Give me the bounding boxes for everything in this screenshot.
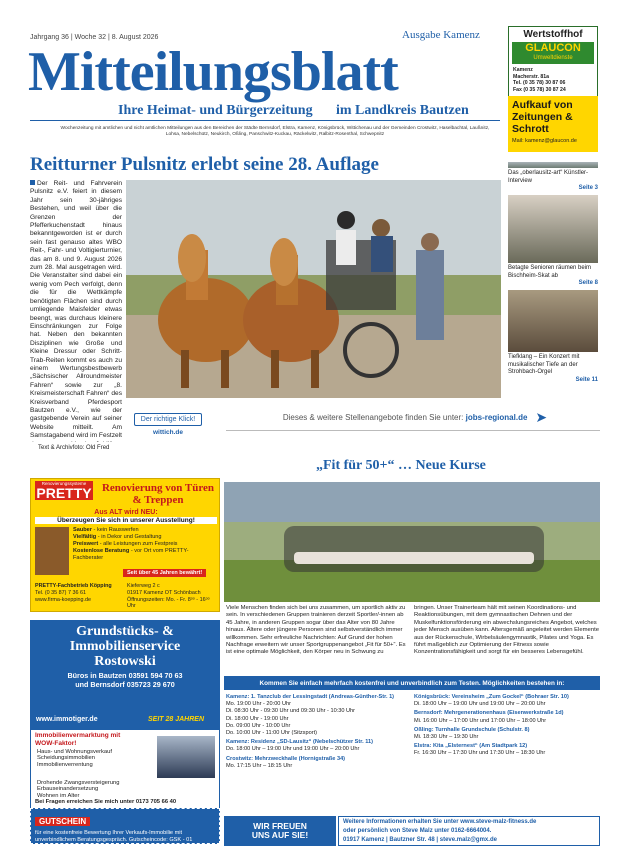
- grund-services: Haus- und Wohnungsverkauf Scheidungsimmobilien Immobilienverrentung: [37, 749, 112, 768]
- glaucon-sub: Umweltdienste: [533, 55, 573, 61]
- richtige-klick-button[interactable]: Der richtige Klick!: [134, 413, 202, 426]
- pretty-bullet: Sauber - kein Rauswerfen: [73, 527, 139, 533]
- wertstoffhof-offer-box: [508, 96, 598, 152]
- horse-carriage-illustration: [126, 180, 501, 398]
- grund-service-title: Immobilienvermarktung mit WOW-Faktor!: [35, 732, 121, 747]
- masthead-description: Wochenzeitung mit amtlichen und nicht amtlichen Mitteilungen aus den Bereichen der Städte Bernsdorf, Elstra, Kamenz, Königsbrück, Wittichenau und der Gemeinden Crostwitz, Haselbachtal, Laußnitz, Lohsa, Nebelschütz, Neukirch, Oßling, Panschwitz-Kuckau, Räckelwitz, Ralbitz-Rosenthal, Schwepnitz: [60, 126, 490, 137]
- grund-coupon[interactable]: [30, 808, 220, 844]
- fit-bar: Kommen Sie einfach mehrfach kostenfrei und unverbindlich zum Testen. Möglichkeiten bestehen in:: [224, 676, 600, 690]
- fit-group-photo: [224, 482, 600, 602]
- grund-offices: Büros in Bautzen 03591 594 70 63 und Bernsdorf 035723 29 670: [67, 671, 183, 689]
- wertstoffhof-address: Kamenz Macherstr. 81a Tel. (0 35 78) 30 87 06 Fax (0 35 78) 30 87 24: [513, 67, 566, 93]
- sidebar: [508, 162, 598, 424]
- pretty-sub1: Aus ALT wird NEU:: [94, 509, 158, 516]
- fit-left-locs: Kamenz: 1. Tanzclub der Lessingstadt (Andreas-Günther-Str. 1) Mo. 19:00 Uhr - 20:00 Uhr Di. 08:30 Uhr - 09:30 Uhr und 09:30 Uhr - 10:30 Uhr Di. 18:00 Uhr - 19:00 Uhr Do. 09:00 Uhr - 10:00 Uhr Do. 10:00 Uhr - 11:00 Uhr (Sitzsport) Kamenz: Residenz „SD-Lausitz“ (Nebelschützer Str. 11) Do. 18:00 Uhr – 19:00 Uhr und 19:00 Uhr – 20:00 Uhr Crostwitz: Mehrzweckhalle (Hornigstraße 34) Mo. 17:15 Uhr – 18:15 Uhr: [226, 694, 395, 769]
- sidebar-photo-3: [508, 290, 598, 352]
- lead-body: Der Reit- und Fahrverein Pulsnitz e.V. feiert in diesem Jahr sein 30-jähriges Bestehen, und weil über die Grenzen der Pfefferkuchenstadt hinaus bekanntgeworden ist er durch sein fast genauso altes WBO Reit-, Fahr- und Voltigierturnier, das am 8. und 9. August 2026 zum 28. Mal ausgetragen wird. Die Veranstalter sind dabei ein wenig vom Pech verfolgt, denn die für die Wettkämpfe benötigten Flächen sind durch umliegende Maisfelder etwas beengt, was durchaus kleinere Einschränkungen zur Folge hat. Neben den bekannten Disziplinen wie Große und Kleine Dressur oder Schritt-Trab-Reiten kommt es auch zu einem Wertungsbestbewerb „Sächsischer Allroundmeister Fahren“ sowie zur „8. Kreismeisterschaft Fahren“ des Kreisverband Pferdesport Bautzen e.V., wie der gastgebende Verein auf seiner Website mitteilt. Am Samstagabend wird im Festzelt: [30, 180, 122, 440]
- coupon-title: GUTSCHEIN: [35, 817, 90, 826]
- jobs-banner[interactable]: [230, 406, 600, 428]
- wittich-link[interactable]: wittich.de: [153, 429, 183, 436]
- grund-questions: Bei Fragen erreichen Sie mich unter 0173 705 66 40: [35, 799, 177, 806]
- lead-photo: [126, 180, 501, 398]
- masthead-rule: [30, 120, 500, 121]
- fit-right-locs: Königsbrück: Vereinsheim „Zum Gockel“ (Bohraer Str. 10) Di. 18:00 Uhr – 19:00 Uhr und 19:00 Uhr – 20:00 Uhr Bernsdorf: Mehrgenerationenhaus (Eisenwerkstraße 1d) Mi. 16:00 Uhr – 17:00 Uhr und 17:00 Uhr – 18:00 Uhr Oßling: Turnhalle Grundschule (Schulstr. 8) Mi. 18:30 Uhr – 19:30 Uhr Elstra: Kita „Elsternest“ (Am Stadtpark 12) Fr. 16:30 Uhr – 17:30 Uhr und 17:30 Uhr – 18:30 Uhr: [414, 694, 569, 757]
- lead-credit: Text & Archivfoto: Old Fred: [38, 445, 110, 451]
- masthead-title: Mitteilungsblatt: [28, 41, 398, 103]
- sidebar-caption-3: Tiefklang – Ein Konzert mit musikalischer Tiefe an der Strohbach-Orgel: [508, 354, 580, 375]
- sidebar-photo-2: [508, 195, 598, 263]
- grund-web[interactable]: www.immotiger.de: [36, 716, 98, 723]
- masthead-subtitle-left: Ihre Heimat- und Bürgerzeitung: [118, 103, 313, 118]
- sidebar-page-2[interactable]: Seite 8: [578, 280, 598, 286]
- pretty-address: Kieferweg 2 c 01917 Kamenz OT Schönbach Öffnungszeiten: Mo. - Fr. 8ᵒᵒ - 16ᵒᵒ Uhr: [127, 583, 210, 610]
- jobs-rule: [226, 430, 600, 431]
- lead-headline: Reitturner Pulsnitz erlebt seine 28. Auflage: [30, 154, 379, 175]
- grund-services-box: [30, 730, 220, 780]
- group-photo-illustration: [224, 482, 600, 602]
- jobs-banner-link[interactable]: jobs-regional.de: [465, 412, 528, 422]
- pretty-ad[interactable]: [30, 478, 220, 612]
- pretty-headline: Renovierung von Türen & Treppen: [101, 482, 215, 506]
- pretty-door-image: [35, 527, 69, 575]
- pretty-logo: Renovierungssysteme PRETTY: [36, 481, 92, 501]
- sidebar-caption-1: Das „oberlausitz-art“ Künstler-Interview: [508, 170, 589, 184]
- fit-footer-left: WIR FREUEN UNS AUF SIE!: [224, 816, 336, 846]
- pretty-company: PRETTY-Fachbetrieb Köpping Tel. (0 35 87) 7 36 61 www.firma-koepping.de: [35, 583, 112, 603]
- wertstoffhof-offer: Aufkauf von Zeitungen & Schrott: [512, 99, 573, 135]
- grund-ad[interactable]: [30, 620, 220, 730]
- pretty-bullet: Kostenlose Beratung - vor Ort vom PRETTY-Fachberater: [73, 548, 189, 561]
- issue-meta: Jahrgang 36 | Woche 32 | 8. August 2026: [30, 34, 159, 41]
- fit-col2: bringen. Unser Trainerteam hält mit seinen Koordinations- und Reaktionsübungen, mit dem gymnastischen Dehnen und der Muskelfunktionsförderung ein abwechslungsreiches Angebot, welches jeder Mensch ausüben kann. Altersgemäß angeleitet werden Elemente aus der Rückenschule, Wirbelsäulengymnastik, Pilates und Yoga. Es führt maßgeblich zur Optimierung der Fitness sowie Konzentrationsfähigkeit und sorgt für ein besseres Lebensgefühl.: [414, 605, 600, 656]
- cursor-icon: ➤: [535, 408, 548, 425]
- grund-agents-photo: [157, 736, 215, 778]
- pretty-sub2: Überzeugen Sie sich in unserer Ausstellung!: [35, 517, 217, 524]
- lead-square-icon: [30, 180, 35, 185]
- pretty-badge: Seit über 45 Jahren bewährt!: [123, 569, 206, 577]
- glaucon-logo: GLAUCON: [525, 42, 581, 54]
- pretty-bullet: Vielfältig - in Dekor und Gestaltung: [73, 534, 162, 540]
- edition: Ausgabe Kamenz: [402, 29, 480, 41]
- pretty-bullet: Preiswert - alle Leistungen zum Festpreis: [73, 541, 178, 547]
- richtige-klick-box[interactable]: [128, 408, 208, 436]
- sidebar-photo-1-strip: [508, 162, 598, 168]
- fit-col1: Viele Menschen finden sich bei uns zusammen, um sportlich aktiv zu sein. In verschiedenen Gruppen trainieren derzeit Sportler/-innen ab 45 Jahre, in anderen Gruppen sogar über das Alter von 80 Jahre hinaus. Ältere oder jüngere Personen sind selbstverständlich immer willkommen. Sehr erfreuliche Nachrichten: Auf Grund der hohen Nachfrage erweitern wir unser Sportgruppenangebot „Fit für 50+“. Es ist eine optimale Möglichkeit, den Körper neu in Schwung zu: [226, 605, 406, 656]
- fit-footer-info: Weitere Informationen erhalten Sie unter www.steve-malz-fitness.de oder persönlich von Steve Malz unter 0162-6664004. 01917 Kamenz | Bautzner Str. 48 | steve.malz@gmx.de: [338, 816, 600, 846]
- grund-title: Grundstücks- & Immobilienservice Rostowski: [69, 624, 181, 669]
- masthead-subtitle-right: im Landkreis Bautzen: [336, 103, 469, 118]
- jobs-banner-text: Dieses & weitere Stellenangebote finden Sie unter:: [282, 412, 464, 422]
- grund-since: SEIT 28 JAHREN: [148, 716, 205, 723]
- wertstoffhof-mail: Mail: kamenz@glaucon.de: [512, 138, 577, 144]
- sidebar-page-1[interactable]: Seite 3: [578, 185, 598, 191]
- sidebar-page-3[interactable]: Seite 11: [575, 376, 598, 383]
- coupon-text: für eine kostenfreie Bewertung Ihrer Verkaufs-Immobilie mit unverbindlichem Beratungsgespräch. Gutscheincode: GSK - 01: [35, 830, 193, 843]
- sidebar-caption-2: Betagte Senioren räumen beim Bischheim-Skat ab: [508, 265, 592, 279]
- pretty-bullets: [73, 527, 217, 562]
- fit-headline: „Fit für 50+“ … Neue Kurse: [316, 458, 486, 473]
- grund-services-more: Drohende Zwangsversteigerung Erbauseinandersetzung Wohnen im Alter Bei Fragen erreichen Sie mich unter 0173 705 66 40: [30, 780, 220, 808]
- wertstoffhof-title: Wertstoffhof: [523, 29, 583, 40]
